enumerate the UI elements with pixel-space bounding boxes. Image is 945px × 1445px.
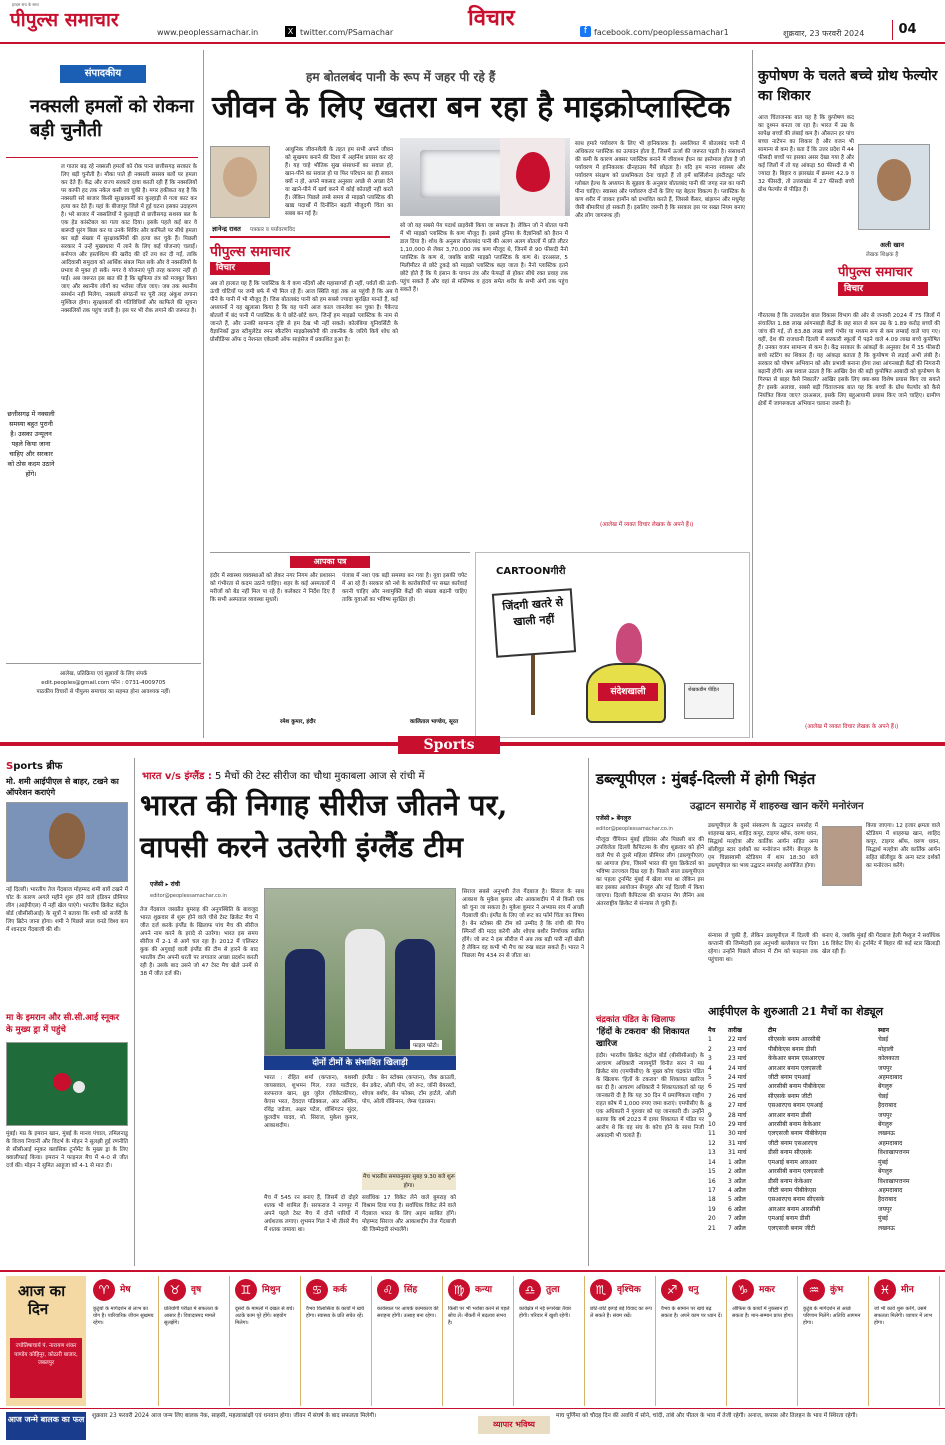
zodiac-icon: ♈ [93,1279,115,1301]
table-row [708,1045,940,1054]
zodiac-name: कन्या [475,1285,493,1295]
trade-label: व्यापार भविष्य [478,1416,550,1434]
facebook-icon: f [580,26,591,37]
schedule-date: 3 अप्रैल [728,1177,746,1185]
zodiac-name: तुला [546,1285,560,1295]
schedule-date: 4 अप्रैल [728,1186,746,1194]
zodiac-tile [516,1276,585,1406]
table-row [708,1139,940,1148]
schedule-date: 26 मार्च [728,1092,747,1100]
zodiac-tile [303,1276,372,1406]
wpl-body-1: मौजूदा चैंपियन मुंबई इंडियंस और पिछली बार की उपविजेता दिल्ली कैपिटल्स के बीच शुक्रवार को होने वाले मैच से दूसरे महिला प्रीमियर लीग (डब्ल्यूपीएल) का आगाज होगा, जिसमें भारत की युवा क्रिकेटर्स का भविष्य उज्ज्वल दिख रहा है। पिछले साल डब्ल्यूपीएल का पहला टूर्नामेंट मुंबई में खेला गया था लेकिन इस बार इसका आयोजन बेंगलुरु और नई दिल्ली में किया जाएगा। दिल्ली कैपिटल्स की कप्तान मेग लैनिंग अब अंतरराष्ट्रीय क्रिकेट से संन्यास ले चुकी हैं। [596,837,704,907]
astrologer-info: ज्योतिषाचार्य पं. नारायण शंकर पाण्डेय कोहिनूर, कोठारी बाजार, जबलपुर [10,1338,82,1398]
kuposhan-body-2: गौरतलब है कि उत्तरप्रदेश बाल विकास विभाग की ओर से जनवरी 2024 में 75 जिलों में संचालित 1.88 लाख आंगनबाड़ी केंद्रों के छह साल से कम उम्र के 1.89 करोड़ बच्चों की जांच की गई, तो 83.88 लाख बच्चे गंभीर या मध्यम रूप से कम लम्बाई वाले पाए गए। वहीं, देश की राजधानी दिल्ली में सरकारी स्कूलों में पढ़ने वाले 4.09 लाख बच्चे कुपोषित हैं। उनका वजन सामान्य से कम है। केंद्र सरकार के आंकड़ों के अनुसार देश में 35 फीसदी बच्चे स्टंटिंग का शिकार हैं। यह आंकड़ा बताता है कि कुपोषण से लड़ाई अभी लंबी है। सरकार को पोषण अभियान को और प्रभावी बनाना होगा तथा आंगनबाड़ी केंद्रों की निगरानी बढ़ानी होगी। अब सवाल उठता है कि आखिर देश की बड़ी कुपोषित आबादी को कुपोषण के गिरफ्त से बाहर कैसे निकालें? आखिर इसके लिए क्या-क्या विशेष प्रयास किए जा सकते हैं? इसके अलावा, सबसे बड़ी चिंताजनक बात यह कि बच्चों के ग्रोथ फेल्योर को कैसे नियंत्रित किया जाए? दरअसल, इसके लिए बहुआयामी प्रयास किए जाने चाहिए। ग्रामीण क्षेत्रों में जागरूकता अभियान चलाना जरूरी है। [758,313,940,407]
cricket-kicker: भारत v/s इंग्लैंड : 5 मैचों की टेस्ट सीरीज का चौथा मुकाबला आज से रांची में [142,771,425,782]
sports-label: Sports [398,736,500,754]
schedule-title: आईपीएल के शुरुआती 21 मैचों का शेड्यूल [708,1005,884,1018]
match-time: मैच भारतीय समयानुसार सुबह 9.30 बजे शुरू होगा। [363,1174,455,1189]
divider [6,157,198,158]
article-note: (आलेख में व्यक्त विचार लेखक के अपने हैं।) [600,522,694,528]
brand-logo: पीपुल्स समाचार [838,265,913,280]
table-row [708,1214,940,1223]
kuposhan-author: अली खान [880,241,904,249]
zodiac-name: कर्क [333,1285,347,1295]
zodiac-tile [658,1276,727,1406]
brief-body: नई दिल्ली। भारतीय तेज गेंदबाज मोहम्मद शमी बायें टखने में चोट के कारण अगले महीने शुरू होने वाले इंडियन प्रीमियर लीग (आईपीएल) में नहीं खेल पाएंगे। भारतीय क्रिकेट कंट्रोल बोर्ड (बीसीसीआई) के सूत्रों ने बताया कि शमी को सर्जरी के लिए ब्रिटेन जाना होगा। शमी ने पिछले साल वनडे विश्व कप में शानदार गेंदबाजी की थी। [6,887,128,933]
photo-caption: फाइल फोटो। [410,1040,442,1050]
kuposhan-body-1: आज चिंताजनक बात यह है कि कुपोषण कद का दुश्मन बनता जा रहा है। भारत में उम्र के सापेक्ष बच्चों की लंबाई कम है। औसतन हर पांच बच्चा नाटेपन का शिकार है और वजन भी सामान्य से कम है। बता दें कि उत्तर प्रदेश में 44 फीसदी बच्चों पर इसका असर देखा गया है और कई जिलों में तो यह आंकड़ा 50 फीसदी से भी ज्यादा है। बिहार व झारखंड में क्रमशः 42.9 व 32 फीसदी, तो उत्तराखंड में 27 फीसदी बच्चे ग्रोथ फेल्योर से पीड़ित हैं। [758,115,854,193]
schedule-date: 31 मार्च [728,1139,747,1147]
schedule-date: 27 मार्च [728,1102,747,1110]
zodiac-name: सिंह [404,1285,418,1295]
cricket-body-1: तेज गेंदबाज जसप्रीत बुमराह की अनुपस्थिति के बावजूद भारत शुक्रवार से शुरू होने वाले चौथे टेस्ट क्रिकेट मैच में जीत दर्ज करके इंग्लैंड के खिलाफ पांच मैच की सीरीज अपने नाम करने के इरादे से उतरेगा। भारत इस समय सीरीज में 2-1 से आगे चल रहा है। 2012 में एलिस्टर कुक की अगुवाई वाली इंग्लैंड की टीम से हारने के बाद भारतीय टीम अपनी धरती पर लगातार अच्छा प्रदर्शन करती रही है। उसके बाद उसने जो 47 टेस्ट मैच खेले उनमें से 38 में जीत दर्ज की। [140,907,258,977]
cricket-title-2: वापसी करने उतरेगी इंग्लैंड टीम [140,830,463,864]
zodiac-row [90,1276,942,1406]
brand-section: विचार [210,262,270,275]
zodiac-text: कुटुंब के मार्गदर्शन से अच्छे परिणाम मिलेंगे। अतिथि आगमन होगा। [803,1306,861,1326]
zodiac-name: मीन [901,1285,914,1295]
trade-text: माघ पूर्णिमा को चौदह दिन की अवधि में सोने, चांदी, तांबे और पीतल के भाव में तेजी रहेगी। अनाज, कपास और तिलहन के भाव में स्थिरता रहेगी। [556,1413,858,1419]
article-col-2: अब तो हालात यह हैं कि प्लास्टिक के ये कण नदियों और महासागरों ही नहीं, पर्वतों की ऊंची-ऊंची चोटियों पर जमी बर्फ में भी मिल रहे हैं। आज स्थिति यहां तक आ पहुंची है कि अब ये पीने के पानी में भी मौजूद हैं। जिस बोतलबंद पानी को हम सबसे ज्यादा सुरक्षित मानते हैं, कई अध्ययनों ने यह खुलासा किया है कि यह पानी आज काल जानलेवा बन चुका है। पैकेज्ड बोतलों में बंद पानी में प्लास्टिक के ये छोटे-छोटे कण, जिन्हें हम माइक्रो प्लास्टिक के नाम से जानते हैं, और उनकी सामान्य दृष्टि से हम देख भी नहीं सकते। कोलंबिया यूनिवर्सिटी के वैज्ञानिकों द्वारा स्टीमुलेटेड रमन स्कैटरिंग माइक्रोस्कोपी की तकनीक के जरिये किये शोध को प्रोसीडिंग्स ऑफ द नेशनल एकेडमी ऑफ साइंसेज में प्रकाशित हुआ है। [210,281,398,343]
schedule-team: जीटी बनाम एमआई [768,1074,811,1082]
divider [0,1270,945,1272]
zodiac-tile [161,1276,230,1406]
horoscope-title-1: आज का [18,1282,66,1300]
zodiac-tile [587,1276,656,1406]
author-role: पत्रकार व पर्यावरणविद [250,227,296,233]
schedule-team: एसआरएच बनाम एमआई [768,1102,823,1110]
table-row [708,1054,940,1063]
zodiac-icon: ♌ [377,1279,399,1301]
schedule-date: 7 अप्रैल [728,1215,746,1223]
india-squad: भारत : रोहित शर्मा (कप्तान), यशस्वी जायसवाल, शुभमन गिल, रजत पाटीदार, सरफराज खान, ध्रुव जुरेल (विकेटकीपर), केएस भरत, देवदत्त पडिक्कल, आर अश्विन, रविंद्र जडेजा, अक्षर पटेल, वॉशिंगटन सुंदर, कुलदीप यादव, मो. सिराज, मुकेश कुमार, आकाशदीप। [264,1075,358,1129]
zodiac-name: कुंभ [830,1285,844,1295]
zodiac-text: कुटुंबों के मार्गदर्शन से लाभ का योग है। पारिवारिक जीवन सुखमय रहेगा। [93,1306,154,1326]
brand-section: विचार [838,282,928,296]
x-icon: X [285,26,296,37]
schedule-team: आरआर बनाम आरसीबी [768,1205,821,1213]
schedule-team: एसआरएच बनाम सीएसके [768,1196,825,1204]
schedule-venue: बेंगलुरु [878,1168,893,1176]
cricket-byline: एजेंसी ▸ रांची [150,881,180,888]
zodiac-text: छोटे-छोटे झगड़े बड़े विवाद का रूप ले सकते हैं। संयम रखें। [590,1306,652,1319]
schedule-match: 7 [708,1092,712,1100]
divider [0,1408,945,1409]
pandit-title-1: चंद्रकांत पंडित के खिलाफ [596,1015,675,1025]
wpl-body-2: डब्ल्यूपीएल के दूसरे संस्करण के उद्घाटन समारोह में शाहरुख खान, शाहिद कपूर, टाइगर श्रॉफ, वरुण धवन, सिद्धार्थ मल्होत्रा और कार्तिक आर्यन सहित अन्य बॉलीवुड स्टार दर्शकों का मनोरंजन करेंगे। बेंगलुरु के एम चिन्नास्वामी स्टेडियम में शाम 18:30 बजे डब्ल्यूपीएल का भव्य उद्घाटन समारोह आयोजित होगा। [708,823,818,869]
wpl-title: डब्ल्यूपीएल : मुंबई-दिल्ली में होगी भिड़ंत [596,770,816,788]
snooker-photo [6,1042,128,1126]
schedule-date: 23 मार्च [728,1055,747,1063]
footer-disclaimer: पाठकीय विचारों से पीपुल्स समाचार का सहमत होना आवश्यक नहीं। [36,689,171,695]
schedule-match: 21 [708,1224,716,1232]
schedule-venue: मोहाली [878,1045,894,1053]
table-row [708,1177,940,1186]
zodiac-name: मकर [759,1285,775,1295]
schedule-venue: अहमदाबाद [878,1139,903,1147]
schedule-match: 9 [708,1111,712,1119]
schedule-team: आरसीबी बनाम एलएसजी [768,1168,824,1176]
logo: पीपुल्स समाचार [10,9,119,31]
team-photo [264,888,456,1056]
zodiac-name: मेष [120,1285,131,1295]
schedule-venue: बेंगलुरु [878,1083,893,1091]
snooker-headline: मा के इमरान और सी.सी.आई स्नूकर के मुख्य ड्रा में पहुंचे [6,1013,120,1035]
tagline: हरदम सच के साथ [12,2,39,7]
schedule-team: डीसी बनाम सीएसके [768,1149,812,1157]
pandit-body: इंदौर। भारतीय क्रिकेट कंट्रोल बोर्ड (बीसीसीआई) के आचरण अधिकारी न्यायमूर्ति विनीत सरन ने मप्र क्रिकेट संघ (एमपीसीए) के मुख्य कोच चंद्रकांत पंडित के खिलाफ 'हितों के टकराव' की शिकायत खारिज कर दी है। आचरण अधिकारी ने शिकायतकर्ता को यह जानकारी दी है कि यह 30 दिन में प्रमाणिकता राष्ट्रीय राहत कोष में 1,000 रुपए जमा कराएं। एमपीसीए के एक अधिकारी ने गुरुवार को यह जानकारी दी। उन्होंने बताया कि वर्ष 2023 में दायर शिकायत में पंडित पर आरोप थे कि वह संघ के कोच होने के साथ निजी अकादमी भी चलाते हैं। [596,1053,704,1139]
zodiac-text: वैभव के सामान पर खर्च बढ़ सकता है। अपने काम पर ध्यान दें। [661,1306,723,1319]
brand-box [210,236,390,264]
table-row [708,1158,940,1167]
schedule-date: 29 मार्च [728,1121,747,1129]
zodiac-name: वृष [191,1285,202,1295]
schedule-col-venue: स्थान [878,1027,889,1034]
zodiac-text: वैभव विलासिता के कार्यों में खर्च होगा। स्वास्थ्य के प्रति सचेत रहें। [306,1306,365,1319]
zodiac-icon: ♒ [803,1279,825,1301]
schedule-match: 13 [708,1149,716,1157]
zodiac-icon: ♏ [590,1279,612,1301]
schedule-match: 11 [708,1130,716,1138]
schedule-team: केकेआर बनाम एसआरएच [768,1055,825,1063]
brand-logo: पीपुल्स समाचार [210,244,291,260]
schedule-col-team: टीम [768,1027,777,1034]
footer-email[interactable]: edit.peoples@gmail.com फोन : 0731-4009705 [41,680,166,686]
schedule-venue: हैदराबाद [878,1102,897,1110]
zodiac-tile [445,1276,514,1406]
schedule-match: 2 [708,1045,712,1053]
schedule-team: डीसी बनाम केकेआर [768,1177,812,1185]
cricket-body-4: सर्वाधिक 17 विकेट लेने वाले बुमराह को विश्राम दिया गया है। सर्वाधिक विकेट लेने वाले गेंदबाज भारत के लिए अहम साबित होंगे। मोहम्मद सिराज और आकाशदीप तेज गेंदबाजी की जिम्मेदारी संभालेंगे। [362,1195,456,1233]
wpl-body-4: बनाए थे, जबकि मुंबई की गेंदबाज हेली मैथ्यूज ने सर्वाधिक 16 विकेट लिए थे। टूर्नामेंट में बिहार की कई स्टार खिलाड़ी खेल रही हैं। [822,933,940,955]
cartoon-label: CARTOONगीरी [496,566,566,577]
wpl-photo-text: किया जाएगा। 12 इजार क्षमता वाले स्टेडियम में शाहरुख खान, शाहिद कपूर, टाइगर श्रॉफ, वरुण धवन, सिद्धार्थ मल्होत्रा और कार्तिक आर्यन सहित बॉलीवुड के अन्य स्टार दर्शकों का मनोरंजन करेंगे। [866,823,940,869]
editorial-label: संपादकीय [60,65,146,83]
zodiac-icon: ♎ [519,1279,541,1301]
schedule-match: 10 [708,1121,716,1129]
schedule-header [708,1026,940,1035]
divider [203,50,204,738]
wpl-email[interactable]: editor@peoplessamachar.co.in [596,826,673,832]
schedule-team: एमआई बनाम आरआर [768,1158,817,1166]
cartoon [475,552,750,738]
website-link[interactable]: www.peoplessamachar.in [157,28,259,37]
cartoon-drum: संदेशखाली [586,663,666,723]
zodiac-icon: ♓ [874,1279,896,1301]
cricket-email[interactable]: editor@peoplessamachar.co.in [150,893,227,899]
cricket-body-5: सिराज सबसे अनुभवी तेज गेंदबाज है। सिराज के साथ आकाश के मुकेश कुमार और आकाशदीप में से किसी एक को चुना जा सकता है। मुकेश कुमार ने अभ्यास सत्र में अच्छी गेंदबाजी की। इंग्लैंड के लिए जो रूट का फॉर्म चिंता का विषय है। बेन स्टोक्स की टीम को उम्मीद है कि रांची की पिच स्पिनरों की मदद करेगी और शोएब बशीर निर्णायक साबित होंगे। जो रूट ने इस सीरीज में अब तक बड़ी पारी नहीं खेली है लेकिन वह कभी भी मैच का रुख बदल सकते हैं। भारत ने पिछला मैच 434 रन से जीता था। [462,889,584,959]
schedule-match: 14 [708,1158,716,1166]
table-row [708,1205,940,1214]
masthead [0,0,945,44]
table-row [708,1148,940,1157]
schedule-date: 2 अप्रैल [728,1168,746,1176]
letter-2-sign: कालिताल भाण्डेय, सूरत [410,719,459,725]
schedule-venue: कोलकाता [878,1055,900,1063]
schedule-team: एमआई बनाम डीसी [768,1215,811,1223]
schedule-team: जीटी बनाम एसआरएच [768,1139,818,1147]
sign-pole [531,655,535,715]
england-squad: इंग्लैंड : बेन स्टोक्स (कप्तान), जैक क्राउली, बेन डकेट, ओली पोप, जो रूट, जॉनी बेयरस्टो, शोएब बशीर, बेन फोक्स, टॉम हार्टले, ओली पोप, ओली रॉबिन्सन, जेम्स एंडरसन। [362,1075,456,1105]
schedule-match: 20 [708,1215,716,1223]
schedule-match: 19 [708,1205,716,1213]
schedule-match: 12 [708,1139,716,1147]
schedule-team: आरआर बनाम एलएसजी [768,1064,822,1072]
schedule-date: 7 अप्रैल [728,1224,746,1232]
zodiac-tile [729,1276,798,1406]
table-row [708,1064,940,1073]
schedule-col-match: मैच [708,1027,716,1034]
schedule-venue: लखनऊ [878,1224,896,1232]
schedule-venue: अहमदाबाद [878,1186,903,1194]
schedule-date: 24 मार्च [728,1064,747,1072]
wpl-byline: एजेंसी ▸ बेंगलुरु [596,815,632,822]
zodiac-text: प्रतियोगी परीक्षा में सफलता के आसार हैं। विवादास्पद मामले सुलझेंगे। [164,1306,219,1326]
schedule-match: 6 [708,1083,712,1091]
editorial [6,49,201,739]
wpl-subtitle: उद्घाटन समारोह में शाहरुख खान करेंगे मनोरंजन [690,801,864,812]
zodiac-text: किसी पर भी भरोसा करने से पहले सोच लें। नौकरी में बदलाव संभव है। [448,1306,510,1326]
schedule-match: 3 [708,1055,712,1063]
article-title: जीवन के लिए खतरा बन रहा है माइक्रोप्लास्टिक [212,90,731,125]
schedule-team: एलएसजी बनाम जीटी [768,1224,816,1232]
zodiac-tile [90,1276,159,1406]
schedule-col-date: तारीख [728,1027,742,1034]
schedule-venue: लखनऊ [878,1130,896,1138]
divider [588,758,589,1266]
article-col-3: सो जो यह सबसे पेय पदार्थ प्राइवेसी किया जा सकता है। लेकिन जो ने बोतल पानी में भी माइक्रो प्लास्टिक के कण मौजूद हैं। इससे दुनिया के वैज्ञानिकों को हैरान में डाल दिया है। शोध के अनुसार बोतलबंद पानी की अलग अलग बोतलों में प्रति लीटर 1,10,000 से लेकर 3,70,000 तक कण मौजूद थे, जिनमें से 90 फीसदी नैनो प्लास्टिक के कण थे, जबकि बाकी माइक्रो प्लास्टिक के कण थे। दरअसल, 5 मिलीमीटर से छोटे टुकड़े को माइक्रो प्लास्टिक कहा जाता है। नैनो प्लास्टिक इतने छोटे होते हैं कि ये इंसान के पाचन तंत्र और फेफड़ों से होकर सीधे रक्त प्रवाह तक पहुंच सकते हैं और वहां से मस्तिष्क व हृदय समेत शरीर के सभी अंगों तक पहुंच सकते हैं। [400,223,568,293]
birthday-label: आज जन्मे बालक का फल [6,1412,86,1440]
schedule-team: सीएसके बनाम आरसीबी [768,1036,821,1044]
editorial-body: ल गातार बढ़ रहे नक्सली हमलों को रोक पाना छत्तीसगढ़ सरकार के लिए बड़ी चुनौती है। मौका पाते ही नक्सली ससस्त्र बलों पर हमला कर देते हैं। केंद्र और राज्य सरकारें दावा करती रही हैं कि नक्सलियों पर काफी हद तक नकेल कसी जा चुकी है। मगर हकीकत यह है कि नक्सली सरे बाजार किसी सुरक्षाकर्मी का कुल्हाड़ी से गला काट कर हत्या कर देते हैं। यहां के बीजापुर जिले में हुई घटना इसका उदाहरण है। भरे बाजार में नक्सलियों ने कुल्हाड़ी से छत्तीसगढ़ सशस्त्र बल के एक हेड कांस्टेबल का गला काट दिया। इसके पहले कई बार वे बारूदी सुरंग बिछा कर या उनके शिविर और काफिले पर सीधे हमला कर बड़ी संख्या में सुरक्षाकर्मियों की हत्या कर चुके हैं। पिछली सरकार ने उन्हें मुख्यधारा में लाने के लिए कई योजनाएं चलाईं। बनोपज और हस्तशिल्प की खरीद की दरें तय कर दी गईं, ताकि आदिवासी समुदाय को आर्थिक संबल मिल सके और वे नक्सलियों के प्रभाव से मुक्त हो सकें। मगर वे योजनाएं पूरी तरह कारगर नहीं हो पाईं। अब जरूरत इस बात की है कि खुफिया तंत्र को मजबूत किया जाए और स्थानीय लोगों का भरोसा जीता जाए। जब तक स्थानीय समर्थन नहीं मिलेगा, नक्सली संगठनों पर पूरी तरह अंकुश लगाना मुश्किल होगा। सुरक्षाबलों की गतिविधियों और काफिले की सूचना नक्सलियों तक पहुंच जाती है। इस पर भी रोक लगाने की जरूरत है। [61,164,197,314]
table-row [708,1186,940,1195]
schedule-team: सीएसके बनाम जीटी [768,1092,812,1100]
table-row [708,1073,940,1082]
letters-title: आपका पत्र [290,556,370,568]
schedule-venue: चेन्नई [878,1092,889,1100]
schedule-match: 1 [708,1036,712,1044]
brief-s-icon: S [6,761,14,772]
schedule-date: 5 अप्रैल [728,1196,746,1204]
bird-graphic [616,623,642,663]
zodiac-icon: ♍ [448,1279,470,1301]
schedule-match: 15 [708,1168,716,1176]
pandit-title-2: 'हिंदों के टकराव' की शिकायत खारिज [596,1027,690,1049]
zodiac-text: जो भी कार्य शुरू करेंगे, उसमें सफलता मिलेगी। व्यापार में लाभ होगा। [874,1306,933,1326]
schedule-date: 30 मार्च [728,1130,747,1138]
zodiac-icon: ♐ [661,1279,683,1301]
zodiac-icon: ♉ [164,1279,186,1301]
letters-section [210,552,470,738]
zodiac-tile [800,1276,869,1406]
schedule-match: 8 [708,1102,712,1110]
schedule-date: 23 मार्च [728,1045,747,1053]
zodiac-tile [871,1276,940,1406]
table-row [708,1101,940,1110]
divider [752,50,753,738]
table-row [708,1111,940,1120]
pull-quote: छत्तीसगढ़ में नक्सली समस्या बहुत पुरानी है। उसका उन्मूलन पहले किया जाना चाहिए और सरकार को ठोस कदम उठाने होंगे। [7,410,55,478]
schedule-match: 16 [708,1177,716,1185]
blood-drop-graphic [500,138,565,216]
facebook-link[interactable]: facebook.com/peoplessamachar1 [594,28,729,37]
author-photo [858,144,930,230]
editorial-title: नक्सली हमलों को रोकना बड़ी चुनौती [30,96,194,141]
author-name: ज्ञानेन्द्र रावत [212,225,241,233]
schedule-venue: मुंबई [878,1215,888,1223]
zodiac-text: कार्यक्षेत्र में नई रूपरेखा तैयार होगी। परिवार में खुशी रहेगी। [519,1306,572,1319]
table-row [708,1082,940,1091]
schedule-date: 1 अप्रैल [728,1158,746,1166]
schedule-venue: हैदराबाद [878,1196,897,1204]
schedule-date: 22 मार्च [728,1036,747,1044]
schedule-date: 6 अप्रैल [728,1205,746,1213]
cricket-title-1: भारत की निगाह सीरीज जीतने पर, [140,788,508,822]
zodiac-name: मिथुन [262,1285,281,1295]
zodiac-text: ऑफिस के कार्यों में नुकसान हो सकता है। मान-सम्मान प्राप्त होगा। [732,1306,794,1319]
sports-brief [6,758,131,1268]
zodiac-text: दूसरों के मामलों में दखल से बचें। अटके काम पूरे होंगे। सहयोग मिलेगा। [235,1306,295,1326]
divider [134,758,135,1266]
cricket-body-3: मैच में 545 रन बनाए हैं, जिसमें दो दोहरे शतक भी शामिल हैं। सरफराज ने नागपुर में अपने पहले टेस्ट मैच में दोनों पारियों में अर्धशतक लगाए। शुभमन गिल ने भी तीसरे मैच में शतक जमाया था। [264,1195,358,1233]
schedule-table [708,1026,940,1233]
schedule-team: जीटी बनाम पीबीकेएस [768,1186,817,1194]
schedule-venue: जयपुर [878,1064,892,1072]
table-row [708,1120,940,1129]
schedule-date: 24 मार्च [728,1074,747,1082]
srk-photo [822,826,862,886]
zodiac-text: कार्यस्थल पर आपके कामकाज की सराहना होगी। उत्साह बना रहेगा। [377,1306,439,1319]
zodiac-tile [374,1276,443,1406]
squads-title: दोनों टीमों के संभावित खिलाड़ी [264,1056,456,1070]
divider [210,552,470,553]
player-photo [6,802,128,882]
schedule-match: 4 [708,1064,712,1072]
schedule-date: 31 मार्च [728,1149,747,1157]
schedule-team: आरआर बनाम डीसी [768,1111,812,1119]
zodiac-tile [232,1276,301,1406]
letter-1-sign: रमेश कुमार, इंदौर [280,719,316,725]
schedule-team: पीबीकेएस बनाम डीसी [768,1045,817,1053]
table-row [708,1035,940,1044]
wpl-body-3: संन्यास ले चुकी हैं, लेकिन डब्ल्यूपीएल में दिल्ली की कप्तानी की जिम्मेदारी इस अनुभवी बल्लेबाज पर दिया रहेगा। उन्होंने पिछले सीजन में टीम को फाइनल तक पहुंचाया था। [708,933,818,963]
brief-title: Sports ब्रीफ [6,761,63,772]
article-kicker: हम बोतलबंद पानी के रूप में जहर पी रहे हैं [306,70,496,84]
schedule-rows [708,1035,940,1233]
schedule-venue: मुंबई [878,1158,888,1166]
schedule-venue: जयपुर [878,1205,892,1213]
schedule-venue: चेन्नई [878,1036,889,1044]
schedule-venue: विशाखापत्तनम [878,1177,910,1185]
schedule-match: 17 [708,1186,716,1194]
schedule-match: 18 [708,1196,716,1204]
newspaper-graphic: शेखकडीम पीड़ित [684,683,734,719]
zodiac-name: वृश्चिक [617,1285,641,1295]
kuposhan-title: कुपोषण के चलते बच्चे ग्रोथ फेल्योर का शिकार [758,68,938,104]
editorial-footer [6,663,201,721]
snooker-body: मुंबई। मप्र के इमरान खान, मुंबई के मानव पंचाल, तमिलनाडु के विजय निचानी और विदर्भ के मोहन ने सुलझी हुई रणनीति से सीसीआई स्नूकर क्लासिक टूर्नामेंट के मुख्य ड्रा के लिए क्वालीफाई किया। इमरान ने फाइनल मैच में 4-0 से जीत दर्ज की। मोहन ने सुमित आहूजा को 4-1 से मात दी। [6,1131,128,1169]
zodiac-name: धनु [688,1285,699,1295]
letter-2: पंजाब में नशा एक बड़ी समस्या बन गया है। युवा इसकी चपेट में आ रहे हैं। सरकार को नशे के कारोबारियों पर सख्त कार्रवाई करनी चाहिए और नशामुक्ति केंद्रों की संख्या बढ़ानी चाहिए ताकि युवाओं का भविष्य सुरक्षित हो। [342,573,467,603]
schedule-venue: विशाखापत्तनम [878,1149,910,1157]
kuposhan-note: (आलेख में व्यक्त विचार लेखक के अपने हैं।) [805,724,899,730]
cartoon-sign: जिंदगी खतरे से खाली नहीं [492,588,576,657]
schedule-team: आरसीबी बनाम केकेआर [768,1121,821,1129]
footer-contact-label: आलेख, प्रतिक्रिया एवं सुझावों के लिए संपर्क [59,671,148,677]
table-row [708,1092,940,1101]
letter-1: इंदौर में स्वास्थ्य व्यवस्थाओं को लेकर नगर निगम और प्रशासन को गंभीरता से कदम उठाने चाहिए। शहर के कई अस्पतालों में मरीजों को बेड नहीं मिल पा रहे हैं। कलेक्टर ने निर्देश दिए हैं कि सभी अस्पताल व्यवस्था सुधारें। [210,573,335,603]
schedule-venue: बेंगलुरु [878,1121,893,1129]
page-number: 04 [892,20,922,40]
schedule-date: 25 मार्च [728,1083,747,1091]
schedule-venue: अहमदाबाद [878,1074,903,1082]
birthday-text: शुक्रवार 23 फरवरी 2024 आज जन्म लिए बालक नेक, साहसी, महत्वाकांक्षी एवं धनवान होगा। जीवन में संघर्ष के बाद सफलता मिलेगी। [92,1413,377,1419]
author-photo [210,146,270,218]
schedule-team: आरसीबी बनाम पीबीकेएस [768,1083,825,1091]
table-row [708,1224,940,1233]
article-col-4: साथ हमारे पर्यावरण के लिए भी हानिकारक है। असलियत में बोतलबंद पानी में अधिकतर प्लास्टिक का उत्पादन होता है, जिसमें ऊर्जा की जरूरत पड़ती है। संसाधनों की कमी के कारण अक्सर प्लास्टिक बनाने में जीवाश्म ईंधन का इस्तेमाल होता है जो पर्यावरण में हानिकारक ग्रीनहाउस गैसें छोड़ता है। यदि हम मानव स्वास्थ्य और पर्यावरण संरक्षण को प्राथमिकता देना चाहते हैं तो हमें बार्सिलोना इंस्टीट्यूट फॉर ग्लोबल हेल्थ के अध्ययन के सुझाव के अनुसार बोतलबंद पानी की जगह नल का पानी पीना चाहिए। स्वास्थ्य और पर्यावरण दोनों के लिए यह बेहतर विकल्प है। प्लास्टिक के कण शरीर में जाकर हार्मोन को प्रभावित करते हैं, जिससे कैंसर, बांझपन और मधुमेह जैसी बीमारियां हो सकती हैं। इसलिए जरूरी है कि सरकार इस पर सख्त नियम बनाए और लोग जागरूक हों। [575,141,745,219]
brief-headline: मो. शमी आईपीएल से बाहर, टखने का ऑपरेशन कराएंगे [6,776,119,797]
horoscope-panel [6,1276,86,1406]
section-title: विचार [468,5,515,31]
twitter-link[interactable]: twitter.com/PSamachar [300,28,394,37]
table-row [708,1195,940,1204]
kuposhan-role: लेखक शिक्षक है [866,252,899,258]
schedule-team: एलएसजी बनाम पीबीकेएस [768,1130,827,1138]
schedule-date: 28 मार्च [728,1111,747,1119]
article-col-1: आधुनिक जीवनशैली के तहत हम सभी अपने जीवन को सुखमय बनाने की दिशा में अहर्निश प्रयास कर रहे हैं। यह चाहे भौतिक सुख संसाधनों का सवाल हो, खान-पीने का सवाल हो या फिर परिधान का ही सवाल क्यों न हो, अपने मकसद अनुसार अच्छे से अच्छा देने या खाने-पीने में खर्च करने में कोई कोताही नहीं करते हैं। लेकिन पिछले लम्बे समय से माइक्रो प्लास्टिक की खाद्य पदार्थों में दिनोंदिन बढ़ती मौजूदगी चिंता का सबब बन गई है। [285,147,393,217]
date: शुक्रवार, 23 फरवरी 2024 [783,29,865,38]
horoscope-title-2: दिन [28,1300,49,1318]
table-row [708,1129,940,1138]
zodiac-icon: ♑ [732,1279,754,1301]
table-row [708,1167,940,1176]
schedule-venue: जयपुर [878,1111,892,1119]
zodiac-icon: ♋ [306,1279,328,1301]
zodiac-icon: ♊ [235,1279,257,1301]
schedule-match: 5 [708,1074,712,1082]
